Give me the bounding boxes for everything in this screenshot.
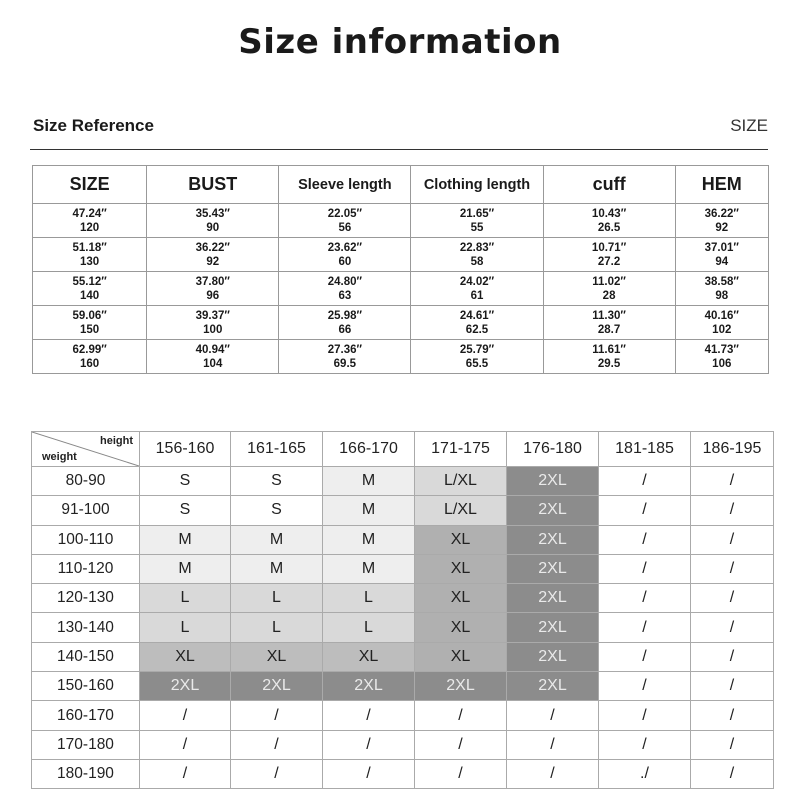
header-hem: HEM [675, 166, 768, 204]
size-cell: L [140, 613, 231, 642]
size-cell: XL [415, 554, 507, 583]
size-reference-cell [279, 306, 411, 340]
size-cell: / [691, 613, 774, 642]
size-reference-cell [543, 204, 675, 238]
size-reference-cell [147, 272, 279, 306]
cm-value: 100 [203, 323, 223, 336]
size-reference-cell [33, 204, 147, 238]
inch-value: 10.43″ [591, 207, 627, 220]
size-cell: M [323, 525, 415, 554]
size-cell: / [599, 701, 691, 730]
size-cell: / [323, 730, 415, 759]
size-cell: 2XL [507, 467, 599, 496]
size-cell: / [323, 701, 415, 730]
size-reference-cell [147, 306, 279, 340]
cm-value: 92 [715, 221, 729, 234]
size-cell: XL [415, 613, 507, 642]
inch-value: 47.24″ [72, 207, 107, 220]
cm-value: 150 [80, 323, 100, 336]
inch-value: 40.94″ [195, 343, 230, 356]
size-reference-row [33, 272, 769, 306]
size-reference-cell [279, 272, 411, 306]
cm-value: 28 [602, 289, 616, 302]
height-header-cell: 176-180 [507, 432, 599, 467]
size-reference-cell [411, 272, 543, 306]
weight-row [32, 525, 774, 554]
size-cell: / [599, 642, 691, 671]
size-reference-cell [279, 238, 411, 272]
size-reference-cell [543, 272, 675, 306]
weight-row [32, 759, 774, 788]
inch-value: 25.79″ [459, 343, 495, 356]
header-cuff: cuff [543, 166, 675, 204]
weight-label-cell: 120-130 [32, 584, 140, 613]
weight-row [32, 672, 774, 701]
size-cell: / [231, 730, 323, 759]
size-cell: / [691, 584, 774, 613]
cm-value: 98 [715, 289, 729, 302]
cm-value: 66 [338, 323, 352, 336]
size-reference-cell [675, 272, 768, 306]
size-cell: M [140, 525, 231, 554]
size-cell: / [691, 496, 774, 525]
cm-value: 65.5 [465, 357, 489, 370]
cm-value: 61 [470, 289, 484, 302]
height-header-cell: 171-175 [415, 432, 507, 467]
size-reference-row [33, 238, 769, 272]
size-cell: 2XL [507, 613, 599, 642]
size-cell: / [691, 759, 774, 788]
height-header-cell: 161-165 [231, 432, 323, 467]
cm-value: 62.5 [465, 323, 489, 336]
inch-value: 36.22″ [195, 241, 230, 254]
size-reference-cell [33, 306, 147, 340]
size-cell: / [415, 730, 507, 759]
header-bust: BUST [147, 166, 279, 204]
weight-row [32, 554, 774, 583]
size-reference-cell [543, 306, 675, 340]
size-reference-cell [147, 238, 279, 272]
inch-value: 10.71″ [591, 241, 627, 254]
size-reference-cell [411, 238, 543, 272]
inch-value: 11.30″ [592, 309, 626, 322]
size-cell: M [323, 496, 415, 525]
weight-label-cell: 150-160 [32, 672, 140, 701]
height-header-cell: 186-195 [691, 432, 774, 467]
inch-value: 36.22″ [704, 207, 739, 220]
weight-label-cell: 100-110 [32, 525, 140, 554]
inch-value: 62.99″ [72, 343, 107, 356]
size-cell: XL [415, 584, 507, 613]
size-cell: S [140, 467, 231, 496]
size-cell: L [140, 584, 231, 613]
size-reference-cell [411, 306, 543, 340]
size-reference-cell [279, 204, 411, 238]
size-reference-row [33, 340, 769, 374]
inch-value: 41.73″ [704, 343, 739, 356]
weight-label-cell: 160-170 [32, 701, 140, 730]
cm-value: 56 [338, 221, 352, 234]
size-cell: 2XL [507, 642, 599, 671]
size-cell: / [323, 759, 415, 788]
size-cell: / [691, 701, 774, 730]
corner-height-label: height [100, 435, 133, 447]
cm-value: 102 [712, 323, 732, 336]
weight-label-cell: 91-100 [32, 496, 140, 525]
size-cell: / [415, 759, 507, 788]
size-label: SIZE [730, 116, 768, 135]
weight-row [32, 467, 774, 496]
header-size: SIZE [33, 166, 147, 204]
inch-value: 35.43″ [195, 207, 230, 220]
weight-row [32, 730, 774, 759]
weight-row [32, 701, 774, 730]
cm-value: 104 [203, 357, 223, 370]
size-cell: XL [415, 525, 507, 554]
size-cell: / [140, 730, 231, 759]
weight-row [32, 496, 774, 525]
cm-value: 60 [338, 255, 352, 268]
cm-value: 27.2 [597, 255, 621, 268]
size-cell: / [507, 730, 599, 759]
inch-value: 24.80″ [327, 275, 362, 288]
size-cell: L/XL [415, 467, 507, 496]
size-cell: / [599, 730, 691, 759]
size-cell: / [599, 525, 691, 554]
size-cell: L [231, 613, 323, 642]
size-cell: XL [415, 642, 507, 671]
size-cell: 2XL [231, 672, 323, 701]
size-cell: S [231, 496, 323, 525]
size-reference-cell [543, 238, 675, 272]
height-weight-table [31, 431, 774, 789]
size-cell: S [140, 496, 231, 525]
corner-weight-label: weight [42, 451, 77, 463]
size-reference-table [32, 165, 769, 374]
size-reference-cell [675, 204, 768, 238]
size-cell: S [231, 467, 323, 496]
size-cell: / [599, 672, 691, 701]
inch-value: 23.62″ [327, 241, 362, 254]
size-cell: L [323, 584, 415, 613]
size-cell: / [599, 584, 691, 613]
size-cell: XL [323, 642, 415, 671]
size-cell: / [599, 496, 691, 525]
inch-value: 40.16″ [704, 309, 739, 322]
cm-value: 69.5 [333, 357, 357, 370]
size-reference-row [33, 204, 769, 238]
weight-row [32, 613, 774, 642]
size-cell: / [231, 759, 323, 788]
height-header-cell: 156-160 [140, 432, 231, 467]
size-cell: L [231, 584, 323, 613]
cm-value: 130 [80, 255, 100, 268]
height-header-row [32, 432, 774, 467]
cm-value: 120 [80, 221, 100, 234]
size-cell: 2XL [323, 672, 415, 701]
size-cell: 2XL [507, 525, 599, 554]
inch-value: 25.98″ [327, 309, 362, 322]
cm-value: 55 [470, 221, 484, 234]
size-cell: 2XL [415, 672, 507, 701]
inch-value: 39.37″ [195, 309, 230, 322]
size-cell: / [691, 554, 774, 583]
size-cell: / [691, 467, 774, 496]
cm-value: 160 [80, 357, 100, 370]
weight-label-cell: 110-120 [32, 554, 140, 583]
size-cell: ./ [599, 759, 691, 788]
size-cell: 2XL [507, 496, 599, 525]
size-cell: XL [231, 642, 323, 671]
size-cell: / [140, 701, 231, 730]
inch-value: 37.80″ [195, 275, 230, 288]
height-header-cell: 181-185 [599, 432, 691, 467]
size-reference-cell [147, 340, 279, 374]
size-cell: / [599, 554, 691, 583]
cm-value: 94 [715, 255, 729, 268]
cm-value: 29.5 [597, 357, 621, 370]
inch-value: 11.02″ [592, 275, 626, 288]
size-cell: / [691, 672, 774, 701]
inch-value: 24.02″ [459, 275, 495, 288]
header-sleeve-length: Sleeve length [279, 166, 411, 204]
divider [30, 149, 768, 150]
cm-value: 63 [338, 289, 352, 302]
size-cell: 2XL [140, 672, 231, 701]
inch-value: 51.18″ [72, 241, 107, 254]
size-cell: M [231, 554, 323, 583]
size-reference-header-row [33, 166, 769, 204]
cm-value: 90 [206, 221, 220, 234]
inch-value: 22.83″ [459, 241, 495, 254]
size-cell: / [599, 613, 691, 642]
weight-label-cell: 170-180 [32, 730, 140, 759]
cm-value: 58 [470, 255, 484, 268]
weight-label-cell: 180-190 [32, 759, 140, 788]
size-reference-label: Size Reference [33, 116, 154, 135]
inch-value: 37.01″ [704, 241, 739, 254]
size-cell: / [415, 701, 507, 730]
size-cell: / [599, 467, 691, 496]
weight-row [32, 584, 774, 613]
page-title: Size information [238, 22, 562, 62]
size-reference-cell [543, 340, 675, 374]
size-cell: 2XL [507, 584, 599, 613]
cm-value: 96 [206, 289, 220, 302]
inch-value: 24.61″ [459, 309, 495, 322]
size-cell: M [231, 525, 323, 554]
size-cell: L/XL [415, 496, 507, 525]
size-reference-cell [33, 238, 147, 272]
size-reference-cell [675, 238, 768, 272]
inch-value: 27.36″ [327, 343, 362, 356]
cm-value: 92 [206, 255, 220, 268]
size-cell: M [323, 554, 415, 583]
size-cell: / [691, 525, 774, 554]
height-header-cell: 166-170 [323, 432, 415, 467]
inch-value: 21.65″ [459, 207, 495, 220]
size-reference-cell [411, 340, 543, 374]
size-reference-cell [279, 340, 411, 374]
size-cell: / [691, 642, 774, 671]
inch-value: 11.61″ [592, 343, 626, 356]
inch-value: 38.58″ [704, 275, 739, 288]
size-reference-cell [33, 340, 147, 374]
inch-value: 59.06″ [72, 309, 107, 322]
size-cell: / [507, 701, 599, 730]
size-cell: M [323, 467, 415, 496]
cm-value: 140 [80, 289, 100, 302]
weight-row [32, 642, 774, 671]
cm-value: 106 [712, 357, 732, 370]
size-cell: / [231, 701, 323, 730]
weight-label-cell: 80-90 [32, 467, 140, 496]
weight-label-cell: 130-140 [32, 613, 140, 642]
size-cell: / [691, 730, 774, 759]
corner-cell [32, 432, 140, 467]
size-cell: M [140, 554, 231, 583]
size-reference-cell [33, 272, 147, 306]
size-cell: / [140, 759, 231, 788]
inch-value: 55.12″ [72, 275, 107, 288]
size-cell: L [323, 613, 415, 642]
size-cell: / [507, 759, 599, 788]
size-reference-cell [675, 306, 768, 340]
size-cell: 2XL [507, 672, 599, 701]
size-reference-cell [675, 340, 768, 374]
header-clothing-length: Clothing length [411, 166, 543, 204]
size-cell: XL [140, 642, 231, 671]
weight-label-cell: 140-150 [32, 642, 140, 671]
size-cell: 2XL [507, 554, 599, 583]
cm-value: 26.5 [597, 221, 621, 234]
inch-value: 22.05″ [327, 207, 362, 220]
size-reference-row [33, 306, 769, 340]
size-reference-cell [147, 204, 279, 238]
cm-value: 28.7 [597, 323, 621, 336]
size-reference-cell [411, 204, 543, 238]
